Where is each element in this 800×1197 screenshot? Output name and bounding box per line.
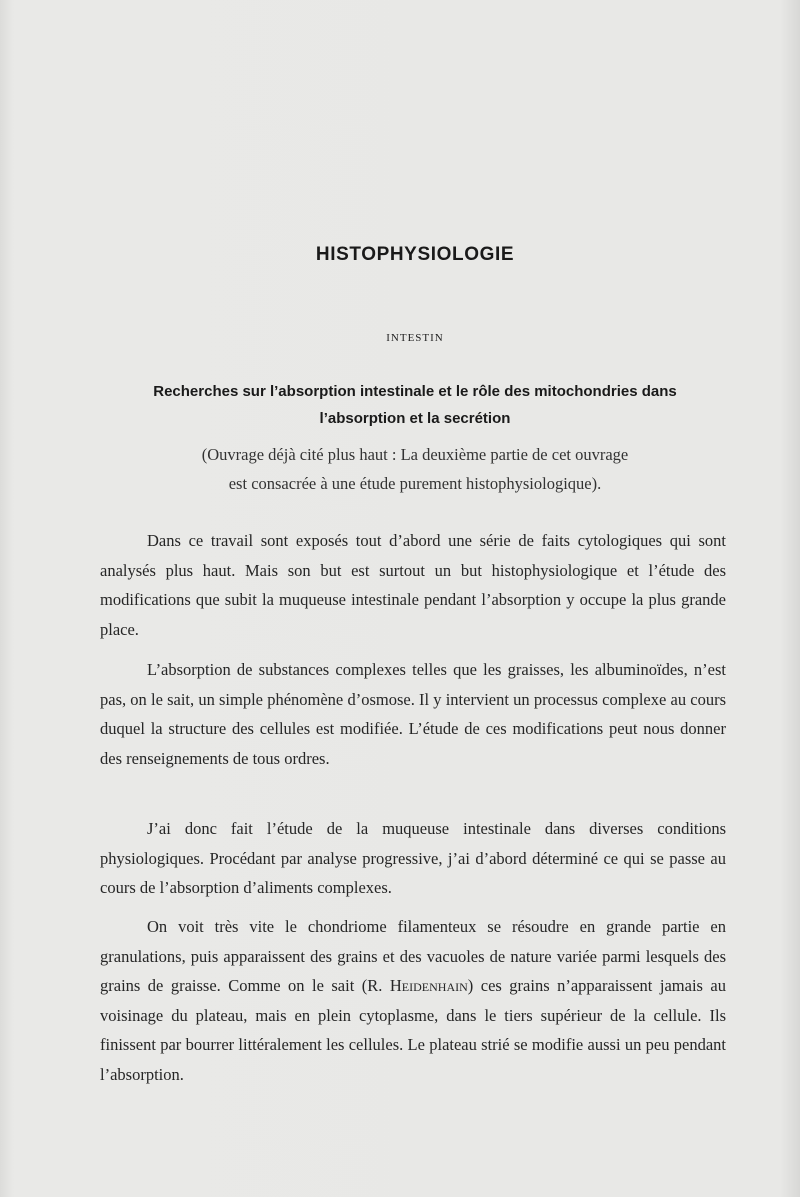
reference-note-line-1: (Ouvrage déjà cité plus haut : La deuxième partie de cet ouvrage [201, 445, 629, 464]
body-paragraph: J’ai donc fait l’étude de la muqueuse intestinale dans diverses conditions physiologiques. Procédant par analyse progressive, j’ai d’abord déterminé ce qui se passe au cours de l’absorption d’aliments complexes. [100, 819, 726, 897]
article-title-line-2: l’absorption et la secrétion [319, 410, 511, 427]
section-heading: INTESTIN [386, 332, 444, 344]
article-title-line-1: Recherches sur l’absorption intestinale et le rôle des mitochondries dans [153, 383, 677, 400]
article-title [100, 378, 730, 432]
reference-note-line-2: est consacrée à une étude purement histophysiologique). [228, 474, 602, 493]
body-paragraph [100, 912, 726, 1089]
author-name: Heidenhain [389, 976, 468, 995]
reference-note [100, 440, 730, 498]
paragraph-text: ) ces grains n’apparaissent jamais au voisinage du plateau, mais en plein cytoplasme, dans le tiers supérieur de la cellule. Ils finissent par bourrer littéralement les cellules. Le plateau strié se modifie aussi un peu pendant l’absorption. [100, 976, 726, 1084]
body-paragraph: Dans ce travail sont exposés tout d’abord une série de faits cytologiques qui sont analysés plus haut. Mais son but est surtout un but histophysiologique et l’étude des modifications que subit la muqueuse intestinale pendant l’absorption y occupe la plus grande place. [100, 531, 726, 639]
paragraph-text: On voit très vite le chondriome filamenteux se résoudre en grande partie en granulations, puis apparaissent des grains et des vacuoles de nature variée parmi lesquels des grains de graisse. Comme on le sait (R. [100, 917, 726, 995]
body-paragraph: L’absorption de substances complexes telles que les graisses, les albuminoïdes, n’est pas, on le sait, un simple phénomène d’osmose. Il y intervient un processus complexe au cours duquel la structure des cellules est modifiée. L’étude de ces modifications peut nous donner des renseignements de tous ordres. [100, 660, 726, 768]
page-title: HISTOPHYSIOLOGIE [315, 244, 515, 265]
